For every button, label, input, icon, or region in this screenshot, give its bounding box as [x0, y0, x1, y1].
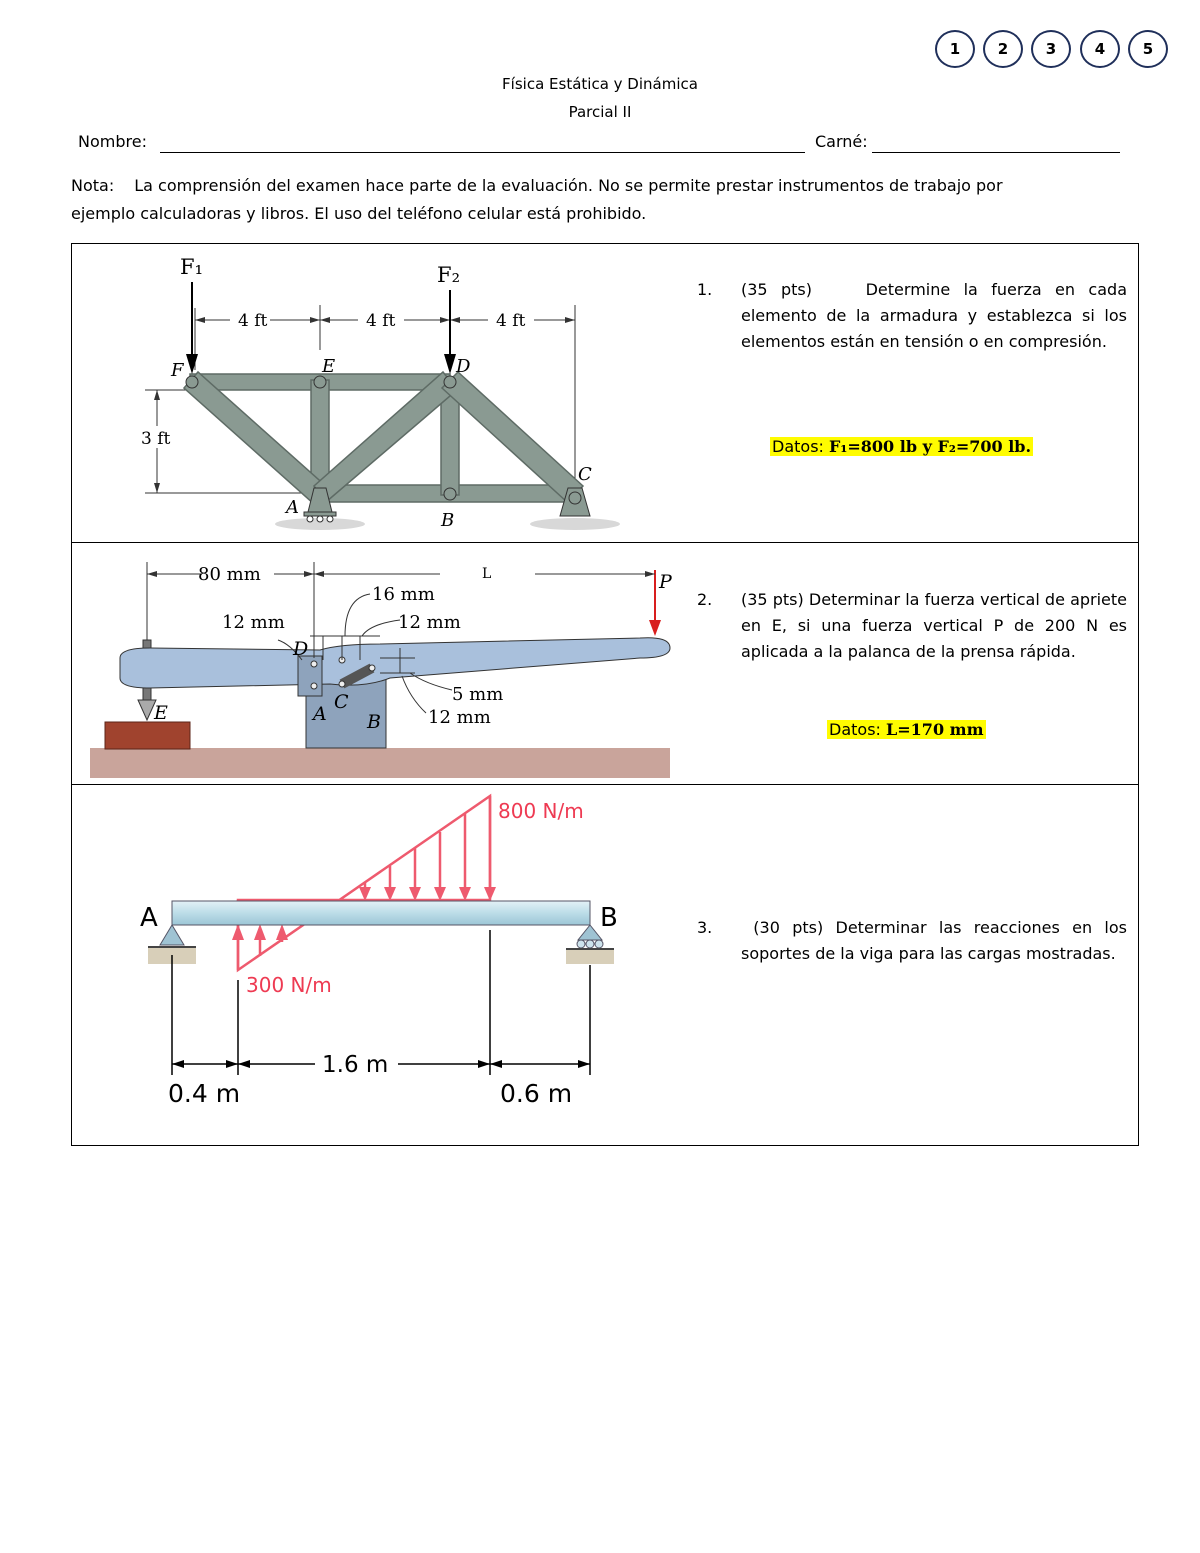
- clamp-dim-80: 80 mm: [198, 564, 261, 585]
- beam-figure: [130, 790, 660, 1120]
- truss-node-c: C: [578, 464, 592, 485]
- question-1-text: Determine la fuerza en cada elemento de la armadura y establezca si los elementos están en tensión o en compresión.: [741, 280, 1127, 351]
- question-1-datos-label: Datos:: [772, 437, 824, 456]
- question-1-points: (35 pts): [741, 280, 813, 299]
- page-number-3: 3: [1031, 30, 1071, 68]
- note-line-2: ejemplo calculadoras y libros. El uso del teléfono celular está prohibido.: [71, 204, 647, 223]
- question-3-text: Determinar las reacciones en los soportes de la viga para las cargas mostradas.: [741, 918, 1127, 963]
- truss-dim-2: 4 ft: [366, 311, 396, 331]
- clamp-dim-12b: 12 mm: [398, 612, 461, 633]
- truss-f2: F₂: [437, 263, 460, 287]
- clamp-dim-12c: 12 mm: [428, 707, 491, 728]
- question-3: [697, 915, 1127, 967]
- clamp-figure: [80, 548, 680, 783]
- truss-node-f: F: [171, 360, 184, 381]
- beam-label-b: B: [600, 903, 618, 933]
- beam-dim-0-6: 0.6 m: [500, 1079, 573, 1108]
- question-3-number: 3.: [697, 918, 713, 937]
- question-2-text: Determinar la fuerza vertical de apriete en E, si una fuerza vertical P de 200 N es aplicada a la palanca de la prensa rápida.: [741, 590, 1128, 661]
- clamp-dim-12a: 12 mm: [222, 612, 285, 633]
- question-1: [697, 277, 1127, 355]
- truss-node-b: B: [441, 510, 455, 531]
- note-label: Nota:: [71, 176, 115, 195]
- truss-node-d: D: [456, 356, 471, 377]
- question-2-points: (35 pts): [741, 590, 804, 609]
- question-2-number: 2.: [697, 590, 713, 609]
- question-1-datos-value: F₁=800 lb y F₂=700 lb.: [829, 437, 1032, 456]
- page-number-2: 2: [983, 30, 1023, 68]
- name-label: Nombre:: [78, 132, 147, 151]
- row-separator-1: [71, 542, 1139, 543]
- truss-height: 3 ft: [141, 429, 171, 449]
- page-number-4: 4: [1080, 30, 1120, 68]
- clamp-dim-5: 5 mm: [452, 684, 504, 705]
- clamp-dim-16: 16 mm: [372, 584, 435, 605]
- note: [71, 172, 1003, 228]
- clamp-label-d: D: [293, 638, 309, 660]
- note-line-1: La comprensión del examen hace parte de la evaluación. No se permite prestar instrumentos de trabajo por: [134, 176, 1003, 195]
- truss-dim-3: 4 ft: [496, 311, 526, 331]
- id-label: Carné:: [815, 132, 868, 151]
- truss-f1: F₁: [180, 255, 203, 279]
- page-number-1: 1: [935, 30, 975, 68]
- truss-node-e: E: [322, 356, 336, 377]
- question-2-datos: [827, 720, 986, 739]
- question-2: [697, 587, 1127, 665]
- clamp-label-a: A: [313, 703, 327, 725]
- truss-node-a: A: [286, 497, 299, 518]
- question-1-datos: [770, 437, 1033, 456]
- clamp-label-e: E: [154, 702, 168, 724]
- course-title: Física Estática y Dinámica: [502, 75, 698, 93]
- clamp-label-b: B: [367, 711, 381, 733]
- row-separator-2: [71, 784, 1139, 785]
- question-2-datos-value: L=170 mm: [886, 720, 984, 739]
- question-3-points: (30 pts): [753, 918, 824, 937]
- beam-label-a: A: [140, 903, 158, 933]
- beam-w-min: 300 N/m: [246, 973, 332, 997]
- exam-title: Parcial II: [568, 103, 632, 121]
- page-number-5: 5: [1128, 30, 1168, 68]
- clamp-dim-l: L: [482, 566, 492, 582]
- question-2-datos-label: Datos:: [829, 720, 881, 739]
- beam-w-max: 800 N/m: [498, 799, 584, 823]
- beam-dim-0-4: 0.4 m: [168, 1079, 241, 1108]
- clamp-label-c: C: [334, 691, 349, 713]
- name-field[interactable]: [160, 152, 805, 153]
- clamp-label-p: P: [659, 571, 672, 593]
- truss-dim-1: 4 ft: [238, 311, 268, 331]
- id-field[interactable]: [872, 152, 1120, 153]
- beam-dim-1-6: 1.6 m: [322, 1052, 389, 1078]
- truss-figure: [120, 250, 660, 540]
- question-1-number: 1.: [697, 280, 713, 299]
